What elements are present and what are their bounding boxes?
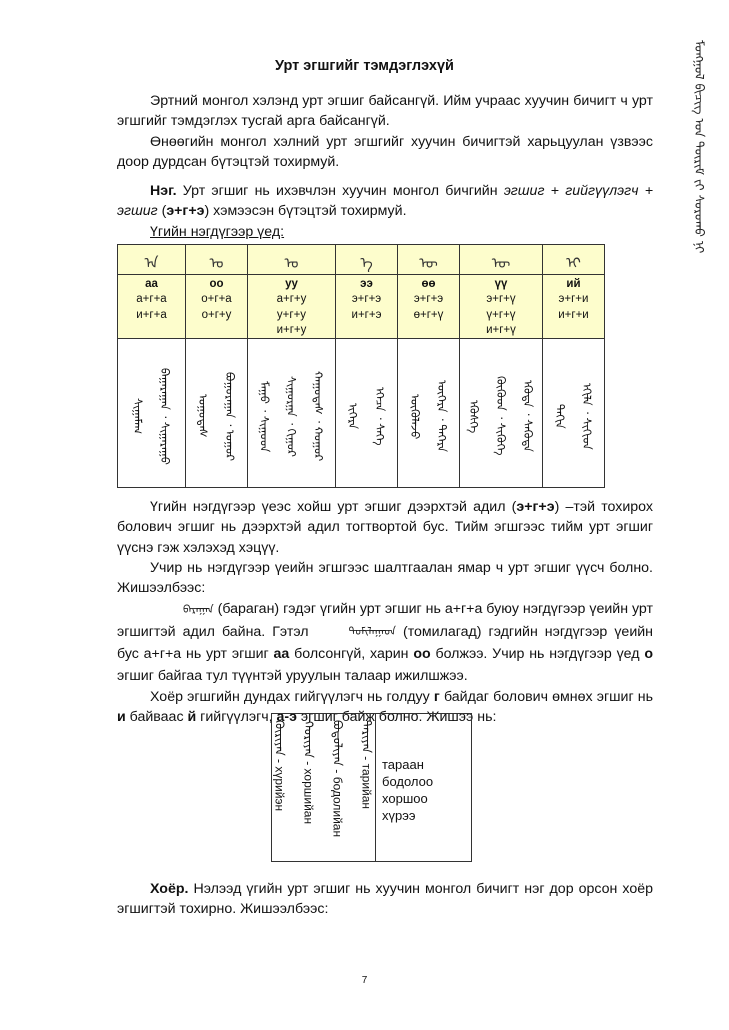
mongolian-example: ᠡᠭᠦᠰᠭᠡ [467,399,481,433]
pattern-line: и+г+и [558,308,589,321]
body-text: байдаг болович өмнөх эгшиг нь [439,688,653,705]
body-text: Хоёр эгшгийн дундах гийгүүлэгч нь голдуу [150,688,434,705]
pattern-line: и+г+э [351,308,382,321]
mongolian-example: ᠲᠡᠭᠢᠨ [553,403,567,429]
mongolian-example: ᠰᠢᠭᠠᠮᠠᠭ [131,398,145,435]
body-text: ) –тэй тохирох болович эгшиг нь дээрхтэй адил тогтвортой бус. Тийм эгшгээс тийм урт эгшиг үүснэ гэж хэлэхэд хэцүү. [117,499,653,556]
example-mongolian-column [272,714,376,861]
mongolian-example: ᠣᠭᠤᠳᠠᠰ [196,394,210,438]
example-cyrillic-column [382,756,433,824]
section-one-paragraph [117,181,653,222]
table-cell [398,275,460,339]
section-one [117,181,653,242]
example-box [271,713,472,862]
intro-paragraph-1: Эртний монгол хэлэнд урт эгшиг байсангүй. Ийм учраас хуучин бичигт ч урт эгшгийг тэмдэглэх тусгай арга байсангүй. [117,93,653,130]
mongolian-example: ᠡᠭᠦᠳᠡ ᠂ ᠰᠡᠭᠦᠳᠡ [521,380,535,453]
pattern-line: а+г+а [136,293,167,306]
long-vowel: ээ [360,278,373,290]
body-text: гийгүүлэгч, [196,709,277,726]
body-section-2 [117,497,653,728]
example-word: хүрээ [382,808,416,823]
long-vowel: уу [285,278,298,290]
header-glyph: ᠦ [460,245,543,275]
mongolian-example: ᠰᠢᠭᠤᠷᠭᠠ ᠂ ᠬᠢᠭᠤᠷ [284,375,299,457]
table-header-row [118,245,605,275]
header-glyph: ᠡ [336,245,398,275]
header-glyph: ᠣ [186,245,248,275]
mongolian-example: ᠬᠦᠭᠦᠳ ᠂ ᠰᠢᠭᠦᠭᠡ [494,376,508,456]
mongolian-example: ᠬᠠᠭᠤᠳᠠᠰ ᠂ ᠬᠤᠭᠤᠷ [311,371,326,462]
body-text: болсонгүй, харин [289,645,414,662]
section-two-text: Нэлээд үгийн урт эгшиг нь хуучин монгол бичигт нэг дор орсон хоёр эгшигтэй тохирно. Жишээлбээс: [117,881,653,918]
pattern-line: и+г+ү [486,323,516,336]
section-one-lead: Нэг. [150,183,177,199]
header-glyph: ᠥ [398,245,460,275]
table-cell [543,275,605,339]
pattern-line: э+г+э [413,293,444,306]
pattern-line: ө+г+ү [413,308,444,321]
body-paragraph-2: Учир нь нэгдүгээр үеийн эгшгээс шалтгаалан ямар ч урт эгшиг үүсч болно. Жишээлбээс: [117,559,653,597]
example-cell [248,339,336,488]
sidebar-mongolian-script: ᠮᠤᠩᠭᠤᠯ ᠪᠢᠴᠢᠭ ᠤᠨ ᠳᠦᠷᠢᠮ ᠵᠢ ᠰᠤᠷᠤᠬᠤ ᠨᠢ [692,40,707,254]
table-values-row [118,275,605,339]
long-vowel: ий [566,278,581,290]
example-cell [460,339,543,488]
header-glyph: ᠢ [543,245,605,275]
section-one-text: ) хэмээсэн бүтэцтэй тохирмуй. [204,203,407,220]
section-two-paragraph [117,879,653,920]
body-bold: й [187,709,197,726]
body-text: (бараган) гэдэг үгийн урт эгшиг нь а+г+а буюу нэгдүгээр үеийн урт эгшигтэй адил байна. Гэтэл [117,601,653,640]
table-cell [248,275,336,339]
example-cell [336,339,398,488]
mongolian-word: ᠲᠣᠮᠢᠯᠠᠭᠠᠳ [348,624,396,638]
body-paragraph-1 [117,497,653,558]
mongolian-example: ᠪᠣᠭᠣᠷᠠᠭᠠᠨ ᠂ ᠣᠭᠣᠷ [223,371,237,461]
body-bold: оо [413,645,431,662]
body-text: эгшиг байж болно. Жишээ нь: [296,709,497,726]
long-vowel: оо [209,278,224,290]
intro-section [117,91,653,172]
mongolian-example: ᠥᠭᠡᠷᠡ ᠂ ᠳᠡᠭᠡᠷᠡ [435,380,449,453]
mongolian-example: ᠪᠠᠭᠠᠷᠠᠭᠠᠨ ᠂ ᠰᠢᠭᠠᠷᠠᠭᠤ [158,367,172,465]
body-text: эгшиг байгаа тул түүнтэй уруулын талаар ижилшжээ. [117,667,468,684]
intro-paragraph-2: Өнөөгийн монгол хэлний урт эгшгийг хуучин бичигтэй харьцуулан үзвээс доор дурдсан бүтэцтэй тохирмуй. [117,133,653,170]
mongolian-example: ᠦᠭᠦᠯᠡᠵᠦ [408,393,422,439]
pattern-line: ү+г+ү [486,308,516,321]
body-bold: г [433,688,440,705]
mongolian-word: ᠪᠠᠷᠠᠭᠠᠨ [183,602,214,616]
vowel-correspondence-table [117,244,605,488]
table-cell [118,275,186,339]
example-word: тараан [382,757,424,772]
body-text: (томилагад) гэдгийн нэгдүгээр үеийн бус а+г+а нь урт эгшиг [117,623,654,662]
example-word: хоршоо [382,791,428,806]
section-one-formula: эгшиг + гийгүүлэгч + эгшиг [117,183,654,220]
pattern-line: о+г+а [201,293,232,306]
mongolian-example: ᠡᠭᠡᠴᠡ ᠂ ᠰᠡᠭᠡ [373,386,387,446]
pattern-line: э+г+и [558,293,589,306]
example-mongolian-word: ᠲᠠᠷᠢᠶᠠᠨ - тарийан [359,720,374,810]
mongolian-example: ᠢᠭᠡᠷᠡ [346,403,360,430]
mongolian-example: ᠮᠠᠭᠤ ᠂ ᠰᠢᠭᠤᠳ [257,380,272,452]
long-vowel: өө [421,278,436,290]
pattern-line: э+г+э [351,293,382,306]
long-vowel: үү [494,278,508,290]
example-cell [118,339,186,488]
example-mongolian-word: ᠬᠦᠷᠢᠶᠡᠨ - хүрийэн [272,720,287,812]
mongolian-example: ᠡᠭᠢᠯᠡ ᠂ ᠰᠢᠭᠢᠳ [580,382,594,450]
pattern-line: э+г+ү [486,293,516,306]
pattern-line: и+г+а [136,308,167,321]
pattern-line: и+г+у [276,323,307,336]
section-two-lead: Хоёр. [150,881,189,897]
body-paragraph-3 [117,598,653,687]
long-vowel: аа [145,278,158,290]
example-cell [186,339,248,488]
example-mongolian-word: ᠪᠣᠳᠣᠯᠢᠶᠠᠨ - бодолийан [330,720,345,838]
body-text: байвааc [125,709,188,726]
first-syllable-label: Үгийн нэгдүгээр үед: [150,223,285,240]
pattern-line: а+г+у [276,293,307,306]
section-two [117,879,653,920]
section-one-text: Урт эгшиг нь ихэвчлэн хуучин монгол бичгийн [176,183,504,199]
pattern-line: о+г+у [201,308,232,321]
body-pattern: э+г+э [516,499,555,515]
example-cell [398,339,460,488]
pattern-line: у+г+у [276,308,307,321]
header-glyph: ᠠ [118,245,186,275]
body-bold: аа [273,645,290,662]
body-text: болжээ. Учир нь нэгдүгээр үед [430,645,645,662]
example-word: бодолоо [382,774,434,789]
body-text: Үгийн нэгдүгээр үеэс хойш урт эгшиг дээрхтэй адил ( [150,499,517,515]
example-mongolian-word: ᠬᠣᠷᠢᠶᠠᠨ - хоршийан [301,720,316,825]
table-cell [460,275,543,339]
section-one-subheading [117,222,653,242]
example-cell [543,339,605,488]
body-bold: и [117,709,126,726]
page-number: 7 [361,975,368,986]
body-bold: о [644,645,654,662]
body-bold: а-э [276,709,297,726]
page-title: Урт эгшгийг тэмдэглэхүй [275,58,454,74]
section-one-text: ( [157,203,167,220]
table-examples-row [118,339,605,488]
table-cell [186,275,248,339]
header-glyph: ᠤ [248,245,336,275]
table-cell [336,275,398,339]
section-one-pattern: э+г+э [166,203,205,220]
